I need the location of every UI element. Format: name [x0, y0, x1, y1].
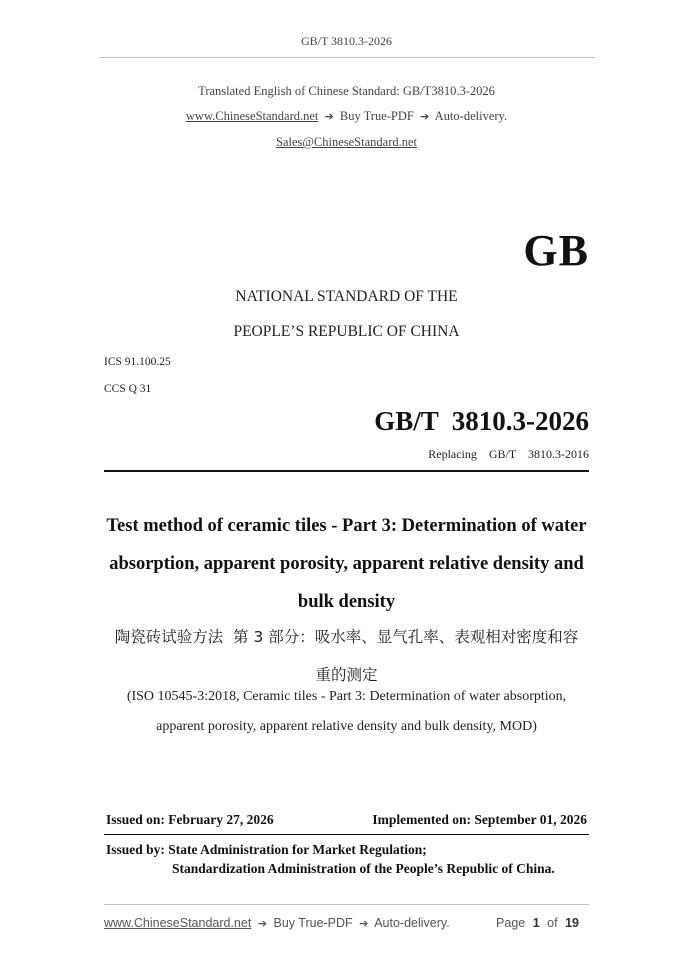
sales-email-row	[0, 135, 693, 150]
page-current: 1	[532, 916, 540, 930]
chinese-title-line: 陶瓷砖试验方法 第 3 部分：吸水率、显气孔率、表观相对密度和容	[114, 628, 579, 646]
english-title-line: absorption, apparent porosity, apparent relative density and	[109, 554, 584, 574]
iso-reference	[104, 682, 589, 742]
promo-links	[0, 109, 693, 124]
footer-divider	[104, 904, 589, 905]
site-link[interactable]: www.ChineseStandard.net	[185, 109, 319, 123]
sales-email-link[interactable]: Sales@ChineseStandard.net	[276, 135, 417, 149]
issued-on-date: Issued on: February 27, 2026	[106, 812, 274, 827]
standard-number: GB/T 3810.3-2026	[374, 406, 589, 436]
ics-code: ICS 91.100.25	[104, 356, 171, 368]
page-of: of	[547, 916, 558, 930]
auto-delivery-text: Auto-delivery.	[434, 109, 508, 123]
footer-links	[104, 916, 450, 930]
arrow-right-icon: ➔	[257, 917, 268, 930]
page-label: Page	[496, 916, 526, 930]
running-header: GB/T 3810.3-2026	[300, 34, 393, 48]
title-divider	[104, 470, 589, 472]
issued-by-line: Issued by: State Administration for Market Regulation;	[106, 842, 427, 857]
iso-reference-line: (ISO 10545-3:2018, Ceramic tiles - Part 3: Determination of water absorption,	[126, 689, 567, 704]
english-title-line: bulk density	[297, 592, 396, 612]
page-total: 19	[565, 916, 579, 930]
national-standard-heading: NATIONAL STANDARD OF THE	[235, 288, 458, 305]
arrow-right-icon: ➔	[420, 110, 430, 123]
english-title	[104, 507, 589, 621]
english-title-line: Test method of ceramic tiles - Part 3: Determination of water	[106, 516, 587, 536]
chinese-title-line: 重的测定	[315, 666, 378, 684]
buy-pdf-text: Buy True-PDF	[339, 109, 414, 123]
footer-site-link[interactable]: www.ChineseStandard.net	[104, 916, 252, 930]
replacing-note: Replacing GB/T 3810.3-2016	[428, 447, 589, 461]
gb-logo-mark: GB	[523, 226, 589, 275]
ccs-code: CCS Q 31	[104, 383, 152, 395]
footer-buy-text: Buy True-PDF	[273, 916, 353, 930]
arrow-right-icon: ➔	[324, 110, 334, 123]
country-heading: PEOPLE’S REPUBLIC OF CHINA	[233, 323, 460, 340]
arrow-right-icon: ➔	[359, 917, 369, 930]
header-divider	[100, 57, 595, 58]
translation-notice: Translated English of Chinese Standard: GB/T3810.3-2026	[198, 84, 495, 98]
footer-delivery-text: Auto-delivery.	[374, 916, 450, 930]
iso-reference-line: apparent porosity, apparent relative density and bulk density, MOD)	[156, 719, 537, 734]
implemented-on-date: Implemented on: September 01, 2026	[372, 812, 587, 827]
page-indicator	[496, 916, 583, 930]
issued-by-line: Standardization Administration of the People’s Republic of China.	[172, 861, 555, 876]
dates-divider	[104, 834, 589, 835]
